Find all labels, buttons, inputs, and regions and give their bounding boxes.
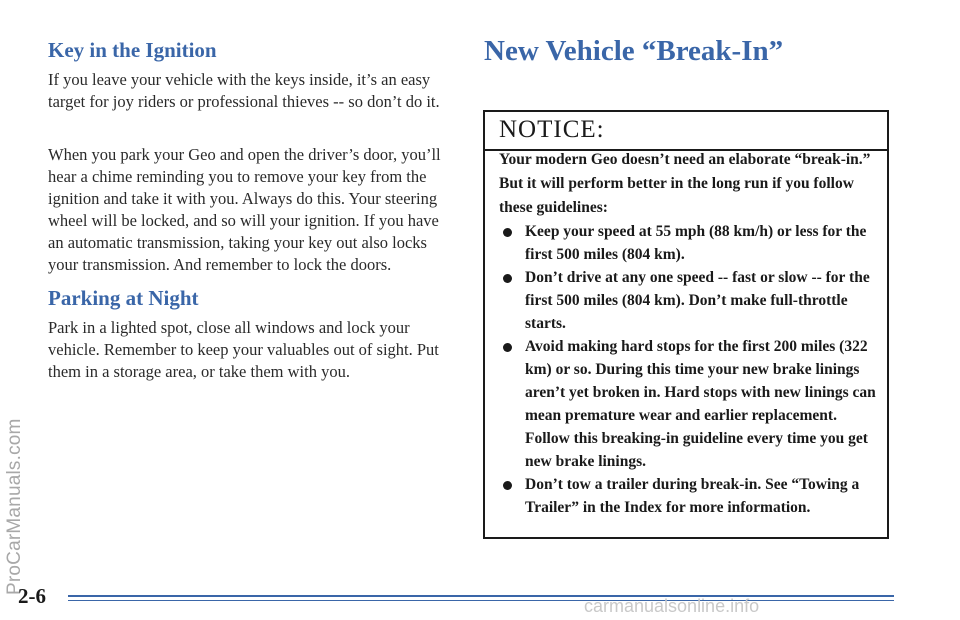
notice-box xyxy=(483,110,889,539)
notice-header xyxy=(485,112,887,151)
notice-title: NOTICE: xyxy=(499,116,605,143)
parking-paragraph: Park in a lighted spot, close all windows and lock your vehicle. Remember to keep your valuables out of sight. Put them in a storage area, or take them with you. xyxy=(48,318,439,381)
key-in-ignition-heading: Key in the Ignition xyxy=(48,38,217,62)
list-item-text: Keep your speed at 55 mph (88 km/h) or less for the first 500 miles (804 km). xyxy=(525,223,867,263)
bullet-icon xyxy=(503,343,512,352)
list-item xyxy=(485,335,885,473)
list-item xyxy=(485,473,885,519)
bullet-icon xyxy=(503,481,512,490)
list-item-text: Don’t drive at any one speed -- fast or slow -- for the first 500 miles (804 km). Don’t make full-throttle starts. xyxy=(525,269,870,332)
list-item xyxy=(485,220,885,266)
key-paragraph-2: When you park your Geo and open the driver’s door, you’ll hear a chime reminding you to remove your key from the ignition and take it with you. Always do this. Your steering wheel will be locked, and so will your ignition. If you have an automatic transmission, taking your key out also locks your transmission. And remember to lock the doors. xyxy=(48,145,441,274)
notice-list xyxy=(485,220,885,519)
side-watermark: ProCarManuals.com xyxy=(4,418,25,595)
parking-at-night-heading: Parking at Night xyxy=(48,286,199,310)
page-number: 2-6 xyxy=(18,584,46,608)
footer-rule-thin xyxy=(68,600,894,601)
bullet-icon xyxy=(503,274,512,283)
bullet-icon xyxy=(503,228,512,237)
key-paragraph-1: If you leave your vehicle with the keys inside, it’s an easy target for joy riders or professional thieves -- so don’t do it. xyxy=(48,70,440,111)
footer-watermark: carmanualsonline.info xyxy=(584,596,760,616)
list-item-text: Avoid making hard stops for the first 200 miles (322 km) or so. During this time your new brake linings aren’t yet broken in. Hard stops with new linings can mean premature wear and earlier replacement. Follow this breaking-in guideline every time you get new brake linings. xyxy=(525,338,876,470)
notice-intro: Your modern Geo doesn’t need an elaborate “break-in.” But it will perform better in the long run if you follow these guidelines: xyxy=(499,151,871,216)
list-item-text: Don’t tow a trailer during break-in. See “Towing a Trailer” in the Index for more information. xyxy=(525,476,860,516)
footer-rule xyxy=(68,595,894,597)
break-in-heading: New Vehicle “Break-In” xyxy=(484,35,784,67)
list-item xyxy=(485,266,885,335)
